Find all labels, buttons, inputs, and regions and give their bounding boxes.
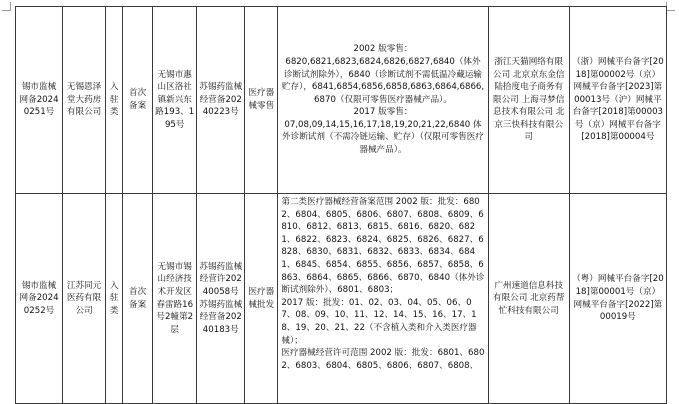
filing-kind: 首次备案 [123,7,153,194]
entry-type: 入驻类 [106,7,123,194]
scope-line: 6820,6821,6823,6824,6826,6827,6840（体外诊断试剂除外），6840（诊断试剂不需低温冷藏运输贮存），6841,6854,6856,6858,6863,6864,6866,6870（仅限可零售医疗器械产品）。 [281,56,485,105]
scope-line: 医疗器械经营许可范围 2002 版：批发：6801、6802、6803、6804、6805、6806、6807、6808、 [281,348,485,371]
table-row [16,194,667,404]
business-scope [278,194,488,404]
page-corner-mark [2,2,11,11]
business-scope [278,7,488,194]
platform-companies: 浙江天猫网络有限公司 北京京东金信陆拾度电子商务有限公司 上海寻梦信息技术有限公司 北京三快科技有限公司 [488,7,569,194]
business-category: 医疗器械零售 [245,7,278,194]
page-corner-mark [666,2,675,11]
license-number: 苏锡药监械经营许20240058号苏锡药监械经营备20240183号 [197,194,245,404]
filing-kind: 首次备案 [123,194,153,404]
company-name: 江苏同元医药有限公司 [63,194,106,404]
address: 无锡市锡山经济技术开发区春雷路16号2幢第2层 [153,194,197,404]
address: 无锡市惠山区洛社镇新兴东路193、195号 [153,7,197,194]
company-name: 无锡恩泽堂大药房有限公司 [63,7,106,194]
scope-line: 2017 版：批发：01、02、03、04、05、06、07、08、09、10、11、12、14、15、16、17、18、19、20、21、22（不含植入类和介入类医疗器械）； [281,297,477,346]
platform-companies: 广州速道信息科技有限公司 北京药帮忙科技有限公司 [488,194,569,404]
platform-record-numbers: （粤）网械平台备字[2018]第00001号（京）网械平台备字[2022]第00019号 [569,194,666,404]
scope-line: 2017 版零售： [353,107,413,118]
filing-table [15,6,667,404]
table-row [16,7,667,194]
business-category: 医疗器械批发 [245,194,278,404]
scope-line: 2002 版零售： [353,44,413,55]
registration-number: 锡市监械网备20240251号 [16,7,63,194]
license-number: 苏锡药监械经营备20240223号 [197,7,245,194]
scope-line: 第二类医疗器械经营备案范围 2002 版：批发：6802、6804、6805、6806、6807、6808、6809、6810、6812、6813、6815、6816、6820、6821、6822、6823、6824、6825、6826、6827、6828、6830、6831、6832、6833、6834、6841、6845、6854、6855、6856、6857、6858、6863、6864、6865、6866、6870、6840（体外诊断试剂除外）、6801、6803； [281,197,485,296]
entry-type: 入驻类 [106,194,123,404]
scope-line: 07,08,09,14,15,16,17,18,19,20,21,22,6840 体外诊断试剂（不需冷链运输、贮存）（仅限可零售医疗器械产品）。 [282,119,484,156]
platform-record-numbers: （浙）网械平台备字[2018]第00002号（京）网械平台备字[2023]第00013号（沪）网械平台备字[2018]第00003号（京）网械平台备字[2018]第00004号 [569,7,666,194]
registration-number: 锡市监械网备20240252号 [16,194,63,404]
